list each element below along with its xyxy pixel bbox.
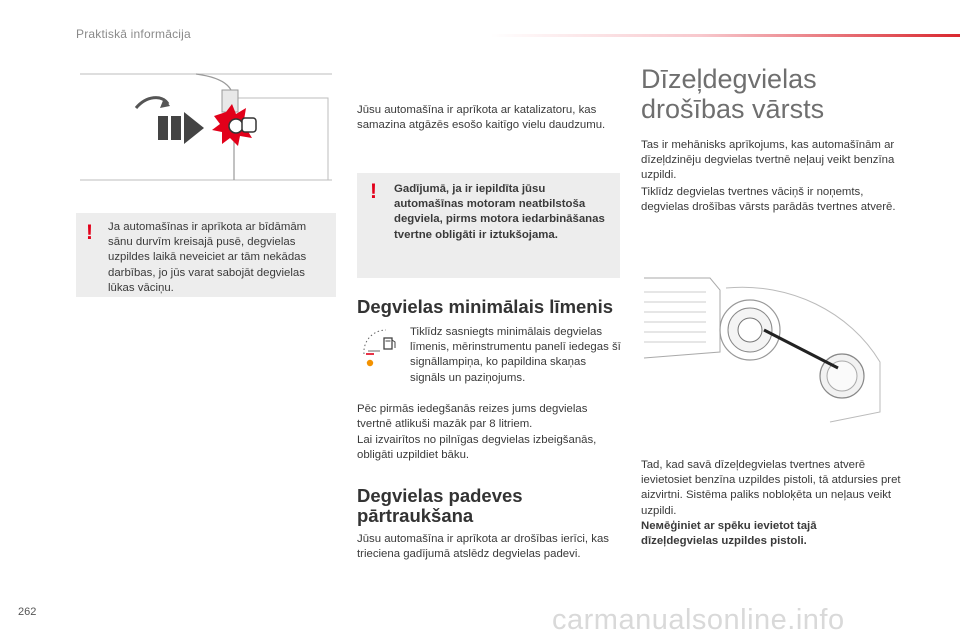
fuel-cutoff-heading-line-1: Degvielas padeves — [357, 485, 523, 506]
fuel-cutoff-heading-line-2: pārtraukšana — [357, 505, 474, 526]
diesel-valve-heading-line-1: Dīzeļdegvielas — [641, 64, 817, 94]
diesel-valve-paragraph-2: Tiklīdz degvielas tvertnes vāciņš ir noņemts, degvielas drošības vārsts parādās tvertnes atverē. — [641, 186, 896, 214]
warning-exclamation-icon: ! — [370, 180, 377, 203]
fuel-cutoff-text: Jūsu automašīna ir aprīkota ar drošības ierīci, kas trieciena gadījumā atslēdz degvielas padevi. — [357, 533, 609, 561]
header-accent-line — [490, 34, 960, 37]
diesel-valve-heading-line-2: drošības vārsts — [641, 94, 825, 124]
sliding-door-warning-text: Ja automašīnas ir aprīkota ar bīdāmām sānu durvīm kreisajā pusē, degvielas uzpildes laikā neveiciet ar tām nekādas darbības, jo jūs varat sabojāt degvielas lūkas vāciņu. — [108, 221, 307, 294]
diesel-filler-neck-illustration — [640, 272, 896, 430]
fuel-warning-lamp-icon — [360, 324, 402, 368]
diesel-valve-warning-bold: Neмēģiniet ar spēku ievietot tajā dīzeļdegvielas uzpildes pistoli. — [641, 520, 817, 548]
section-title: Praktiskā informācija — [76, 27, 191, 41]
diesel-valve-paragraph-1: Tas ir mehānisks aprīkojums, kas automašīnām ar dīzeļdzinēju degvielas tvertnē neļauj veikt benzīna uzpildi. — [641, 139, 895, 182]
watermark: carmanualsonline.info — [552, 604, 845, 636]
page-number: 262 — [18, 606, 37, 618]
diesel-valve-paragraph-3: Tad, kad savā dīzeļdegvielas tvertnes atverē ievietosiet benzīna uzpildes pistoli, tā atdursies pret aizvirtni. Sistēma paliks nobloķēta un neļaus veikt uzpildi. — [641, 459, 901, 517]
min-fuel-paragraph-2: Lai izvairītos no pilnīgas degvielas izbeigšanās, obligāti uzpildiet bāku. — [357, 434, 597, 462]
catalyst-intro-text: Jūsu automašīna ir aprīkota ar katalizatoru, kas samazina atgāzēs esošo kaitīgo vielu daudzumu. — [357, 104, 606, 132]
sliding-door-fuel-flap-illustration — [76, 68, 336, 184]
min-fuel-paragraph-1: Pēc pirmās iedegšanās reizes jums degvielas tvertnē atlikuši mazāk par 8 litriem. — [357, 403, 588, 431]
min-fuel-lamp-text: Tiklīdz sasniegts minimālais degvielas līmenis, mērinstrumentu panelī iedegas šī signāllampiņa, ko papildina skaņas signāls un paziņojums. — [410, 326, 621, 384]
min-fuel-heading: Degvielas minimālais līmenis — [357, 296, 614, 317]
warning-exclamation-icon: ! — [86, 221, 93, 244]
wrong-fuel-warning-text: Gadījumā, ja ir iepildīta jūsu automašīnas motoram neatbilstoša degviela, pirms motora iedarbināšanas tvertne obligāti ir iztukšojama. — [394, 183, 605, 241]
